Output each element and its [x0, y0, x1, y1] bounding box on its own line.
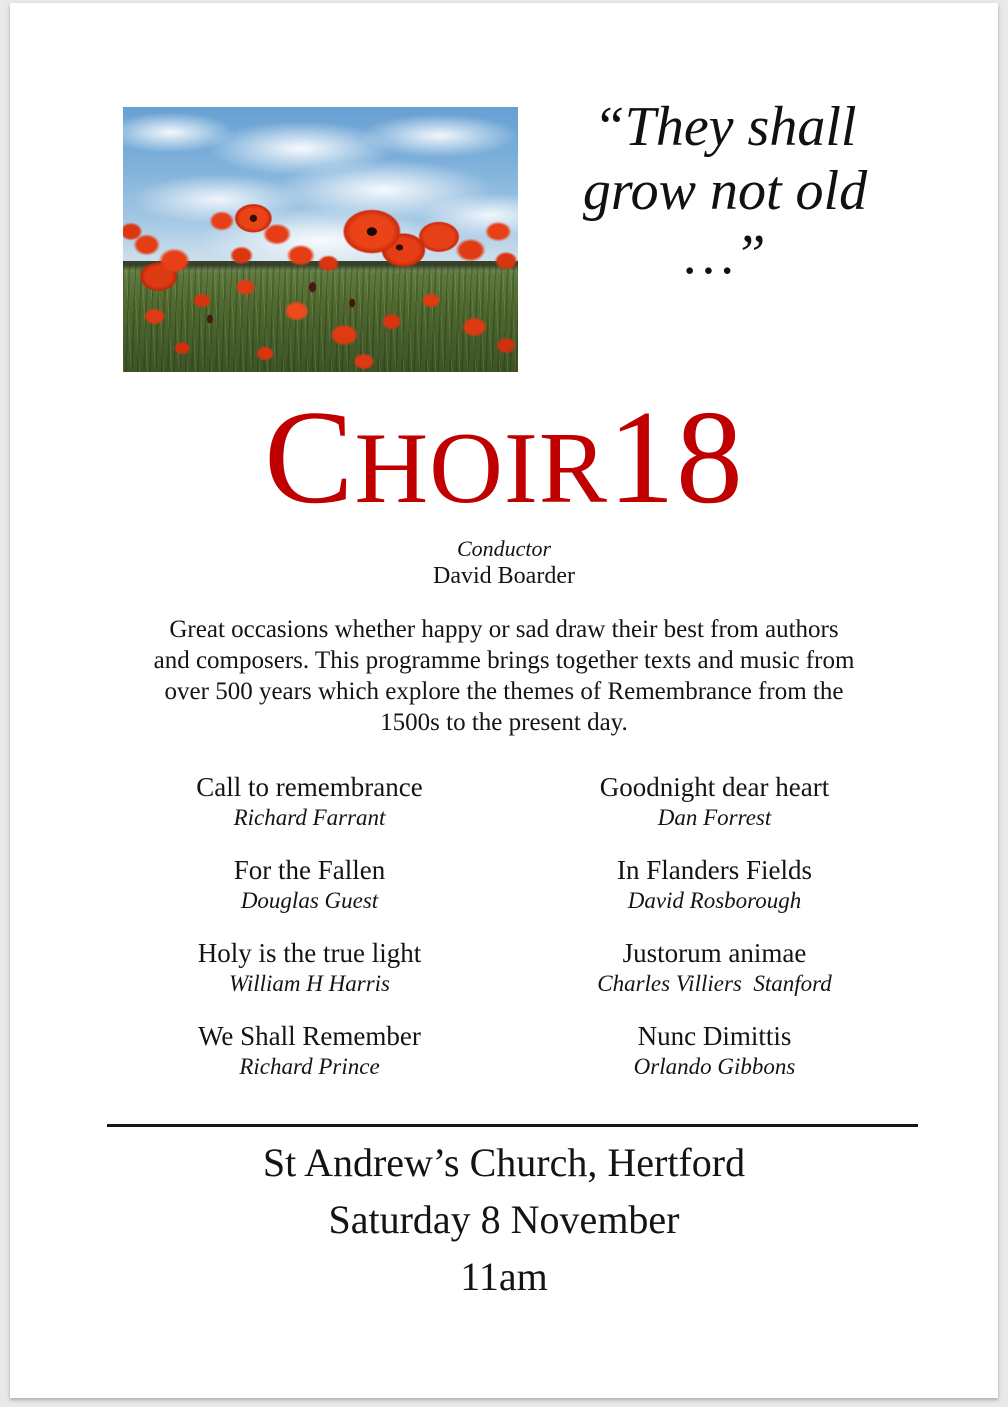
piece-title: Justorum animae: [622, 938, 807, 968]
programme-item: [107, 855, 512, 915]
piece-composer: Dan Forrest: [657, 805, 772, 830]
piece-title: Holy is the true light: [197, 938, 422, 968]
quote-line-2: grow not old: [582, 160, 868, 222]
piece-title: In Flanders Fields: [617, 855, 812, 885]
photo-poppies: [123, 107, 518, 372]
horizontal-divider: [107, 1124, 918, 1127]
piece-title: Call to remembrance: [196, 772, 423, 802]
piece-title: We Shall Remember: [198, 1021, 421, 1051]
piece-composer: Orlando Gibbons: [633, 1054, 796, 1079]
piece-composer: David Rosborough: [627, 888, 802, 913]
piece-composer: Douglas Guest: [240, 888, 379, 913]
choir-title-number: 18: [607, 383, 744, 531]
programme-description: [104, 614, 904, 738]
poppy-field-photo: [123, 107, 518, 372]
intro-line: and composers. This programme brings together texts and music from: [153, 647, 855, 674]
programme-item: [512, 855, 917, 915]
intro-line: over 500 years which explore the themes of Remembrance from the: [164, 678, 844, 705]
programme-item: [107, 938, 512, 998]
piece-composer: Richard Farrant: [233, 805, 386, 830]
intro-line: Great occasions whether happy or sad draw their best from authors: [169, 616, 839, 643]
choir-title-initial: C: [264, 383, 355, 531]
programme-item: [512, 1021, 917, 1081]
choir-title: [10, 383, 998, 531]
venue: St Andrew’s Church, Hertford: [262, 1140, 746, 1185]
conductor-name: David Boarder: [433, 563, 575, 589]
event-date: Saturday 8 November: [328, 1197, 680, 1242]
piece-title: Nunc Dimittis: [637, 1021, 792, 1051]
conductor-label: Conductor: [456, 536, 552, 561]
programme-item: [512, 938, 917, 998]
programme-item: [107, 772, 512, 832]
remembrance-quote: [525, 95, 925, 287]
quote-line-1: “They shall: [593, 96, 857, 158]
piece-composer: Richard Prince: [239, 1054, 380, 1079]
piece-title: For the Fallen: [233, 855, 386, 885]
programme-item: [512, 772, 917, 832]
piece-title: Goodnight dear heart: [599, 772, 830, 802]
document-page: [10, 3, 998, 1398]
piece-composer: Charles Villiers Stanford: [597, 971, 832, 996]
quote-line-3: …”: [684, 224, 766, 286]
programme-item: [107, 1021, 512, 1081]
piece-composer: William H Harris: [228, 971, 391, 996]
intro-line: 1500s to the present day.: [380, 709, 628, 736]
programme-list: [107, 772, 917, 1081]
event-time: 11am: [460, 1254, 548, 1299]
choir-title-smallcaps: HOIR: [354, 412, 608, 525]
